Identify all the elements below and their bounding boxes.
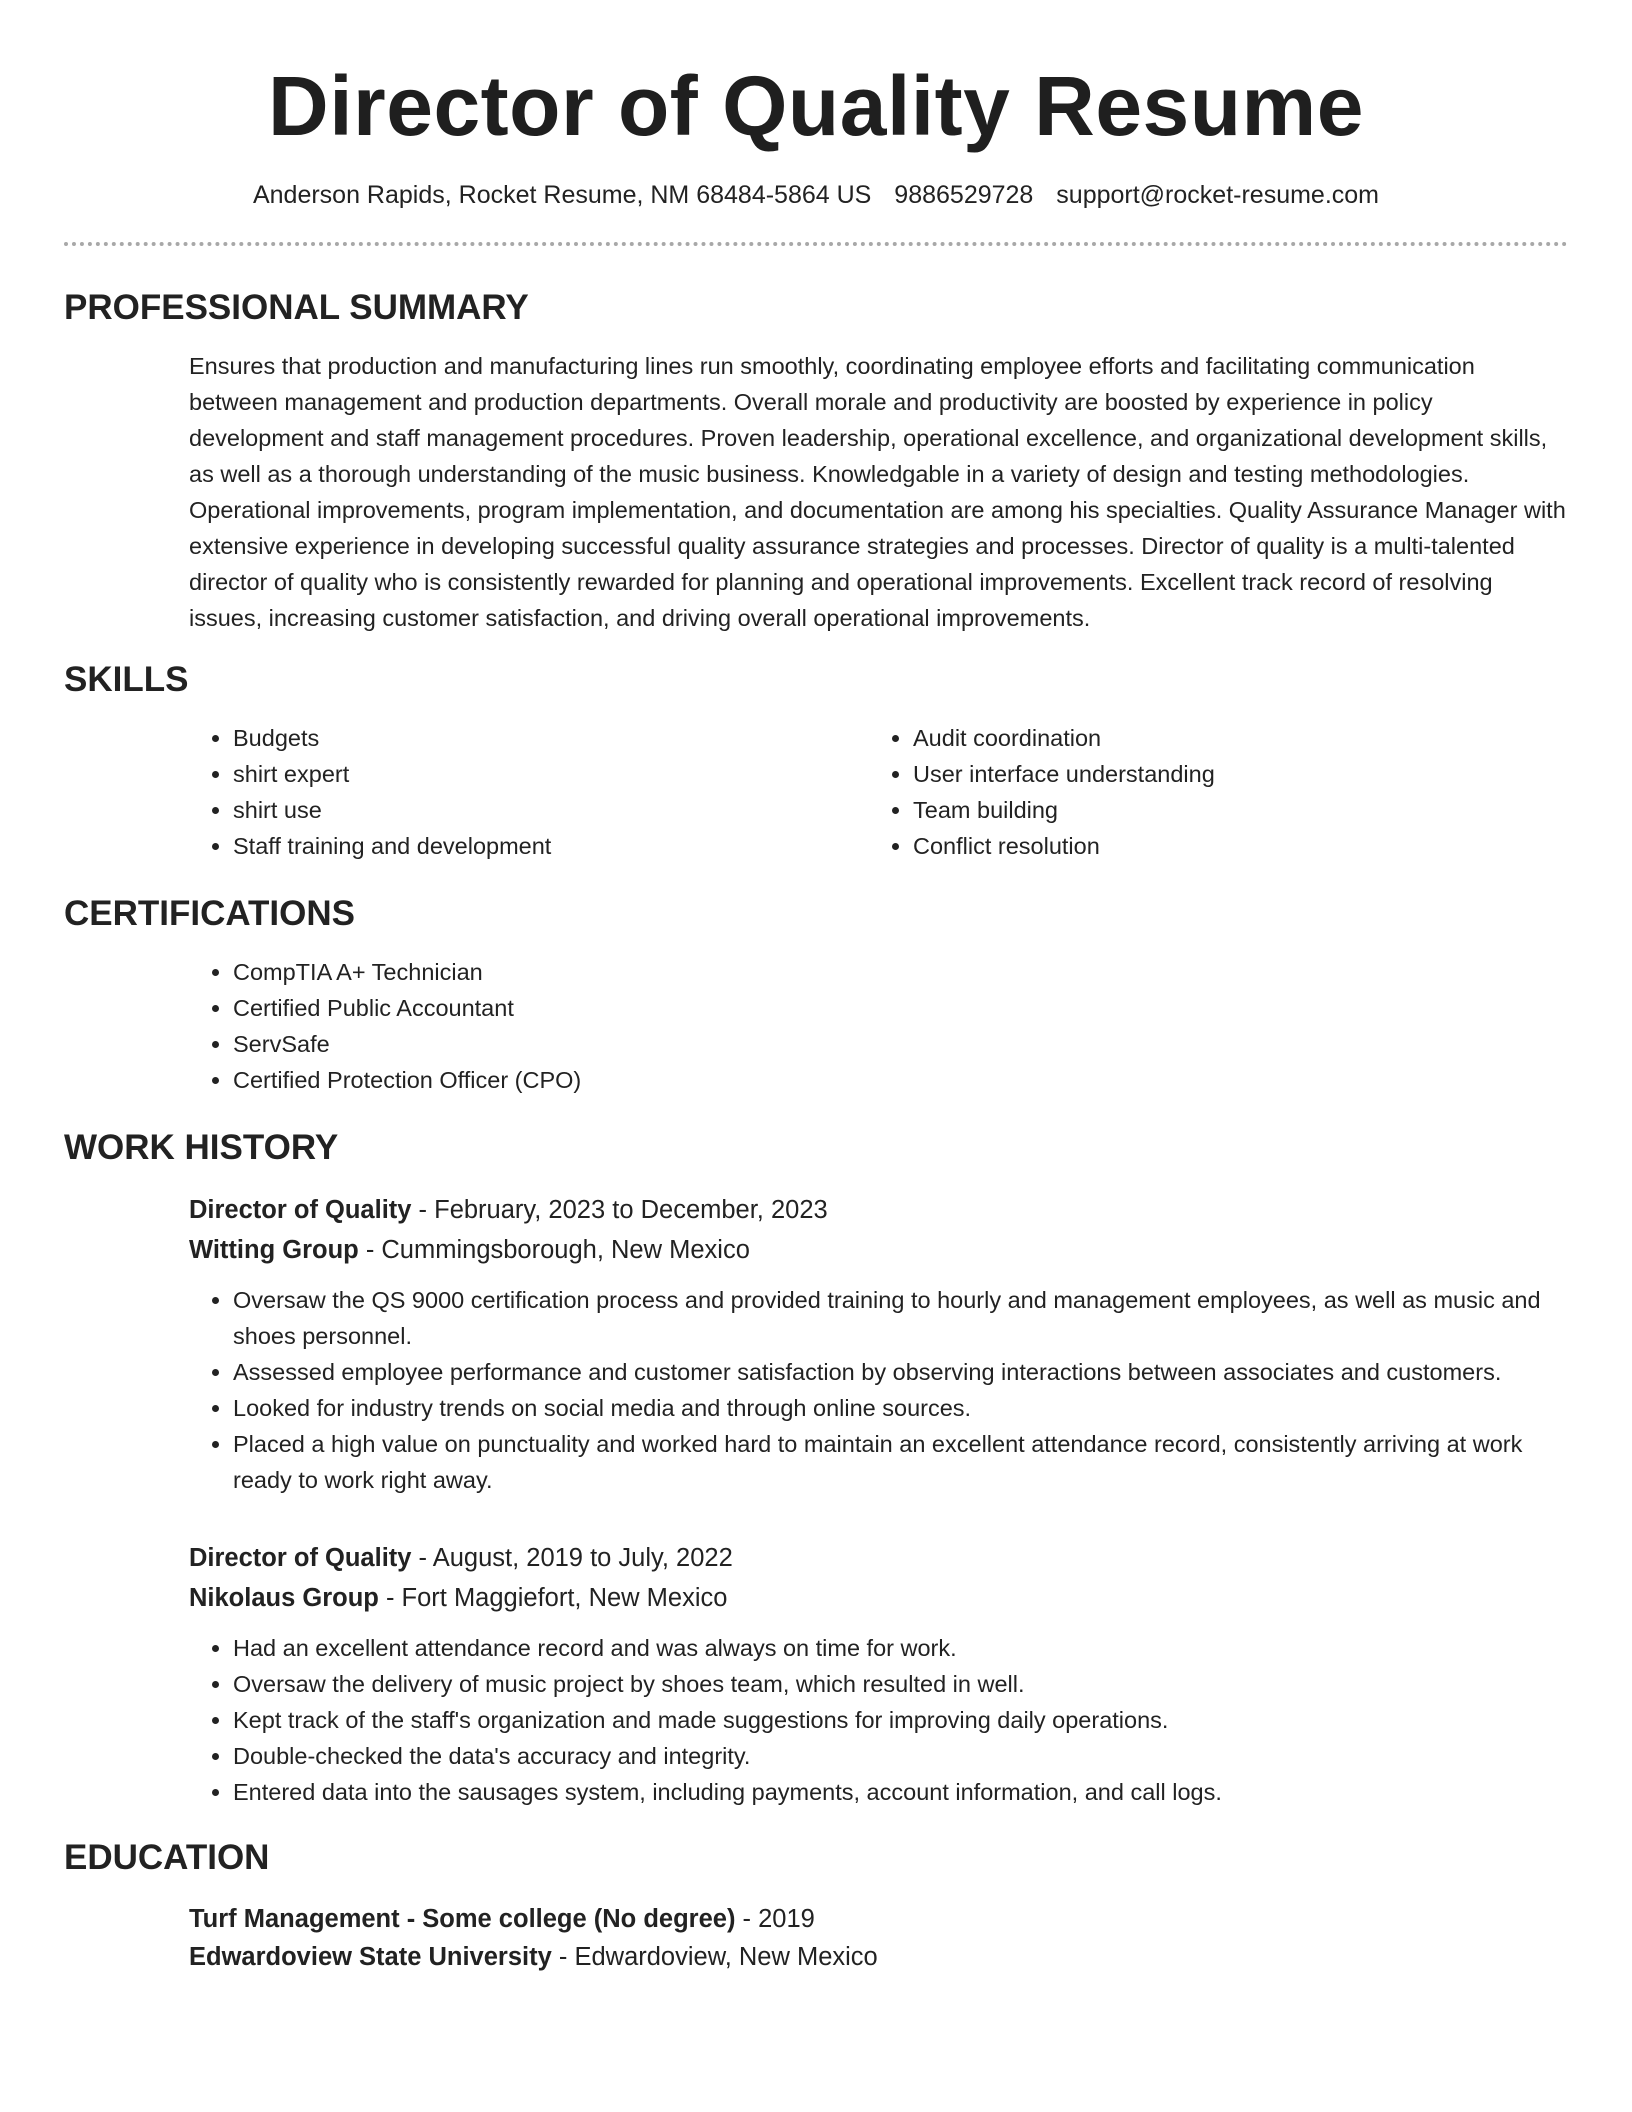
certification-item: • CompTIA A+ Technician (233, 954, 1568, 990)
work-history-heading: WORK HISTORY (64, 1128, 339, 1167)
job-entry (189, 1190, 1568, 1498)
job-title-line (189, 1190, 1568, 1230)
job-title: Director of Quality (189, 1544, 412, 1572)
job-bullet: • Oversaw the delivery of music project by shoes team, which resulted in well. (233, 1666, 1568, 1702)
contact-email: support@rocket-resume.com (1056, 181, 1380, 209)
certification-item: • Certified Public Accountant (233, 990, 1568, 1026)
education-location: - Edwardoview, New Mexico (551, 1943, 878, 1971)
job-bullet: • Placed a high value on punctuality and worked hard to maintain an excellent attendance record, consistently arriving at work ready to work right away. (233, 1426, 1568, 1498)
skill-item: • Audit coordination (913, 720, 1549, 756)
certifications-section (64, 892, 1568, 1098)
job-bullet: • Oversaw the QS 9000 certification process and provided training to hourly and management employees, as well as music and shoes personnel. (233, 1282, 1568, 1354)
skill-item: • Conflict resolution (913, 828, 1549, 864)
certifications-list (189, 954, 1568, 1098)
skills-column-left (189, 720, 869, 864)
skill-item: • User interface understanding (913, 756, 1549, 792)
skills-section (64, 658, 1568, 864)
certifications-heading: CERTIFICATIONS (64, 894, 356, 933)
certification-item: • ServSafe (233, 1026, 1568, 1062)
job-bullets (189, 1282, 1568, 1498)
job-title: Director of Quality (189, 1196, 412, 1224)
job-bullets (189, 1630, 1568, 1810)
job-company-line (189, 1578, 1568, 1618)
skills-column-right (869, 720, 1549, 864)
skills-heading: SKILLS (64, 660, 189, 699)
skills-list-left (189, 720, 869, 864)
education-entry (64, 1900, 1568, 1976)
skill-item: • Staff training and development (233, 828, 869, 864)
job-bullet: • Double-checked the data's accuracy and integrity. (233, 1738, 1568, 1774)
education-school: Edwardoview State University (189, 1943, 552, 1971)
education-school-line (189, 1938, 1568, 1976)
resume-title: Director of Quality Resume (268, 59, 1364, 153)
job-location: - Cummingsborough, New Mexico (358, 1236, 750, 1264)
skill-item: • shirt expert (233, 756, 869, 792)
contact-phone: 9886529728 (894, 181, 1034, 209)
job-company: Witting Group (189, 1236, 359, 1264)
job-entry (189, 1538, 1568, 1810)
education-heading: EDUCATION (64, 1838, 270, 1877)
contact-address: Anderson Rapids, Rocket Resume, NM 68484-5864 US (252, 181, 872, 209)
job-company: Nikolaus Group (189, 1584, 379, 1612)
work-history-section (64, 1126, 1568, 1810)
skill-item: • Budgets (233, 720, 869, 756)
header-divider (64, 242, 1568, 246)
education-year: - 2019 (735, 1905, 815, 1933)
education-degree: Turf Management - Some college (No degree) (189, 1905, 736, 1933)
work-history-body (64, 1190, 1568, 1810)
job-bullet: • Entered data into the sausages system, including payments, account information, and call logs. (233, 1774, 1568, 1810)
job-bullet: • Looked for industry trends on social media and through online sources. (233, 1390, 1568, 1426)
certifications-body (64, 954, 1568, 1098)
education-section (64, 1836, 1568, 1976)
job-company-line (189, 1230, 1568, 1270)
skills-list-right (869, 720, 1549, 864)
job-dates: - February, 2023 to December, 2023 (411, 1196, 828, 1224)
skill-item: • shirt use (233, 792, 869, 828)
job-bullet: • Had an excellent attendance record and was always on time for work. (233, 1630, 1568, 1666)
skills-grid (64, 720, 1568, 864)
summary-section (64, 286, 1568, 636)
contact-line (64, 178, 1568, 212)
job-dates: - August, 2019 to July, 2022 (411, 1544, 733, 1572)
summary-text: Ensures that production and manufacturing lines run smoothly, coordinating employee efforts and facilitating communication between management and production departments. Overall morale and productivity are boosted by experience in policy development and staff management procedures. Proven leadership, operational excellence, and organizational development skills, as well as a thorough understanding of the music business. Knowledgable in a variety of design and testing methodologies. Operational improvements, program implementation, and documentation are among his specialties. Quality Assurance Manager with extensive experience in developing successful quality assurance strategies and processes. Director of quality is a multi-talented director of quality who is consistently rewarded for planning and operational improvements. Excellent track record of resolving issues, increasing customer satisfaction, and driving overall operational improvements. (189, 353, 1566, 631)
education-degree-line (189, 1900, 1568, 1938)
job-title-line (189, 1538, 1568, 1578)
job-location: - Fort Maggiefort, New Mexico (378, 1584, 728, 1612)
certification-item: • Certified Protection Officer (CPO) (233, 1062, 1568, 1098)
job-bullet: • Kept track of the staff's organization and made suggestions for improving daily operations. (233, 1702, 1568, 1738)
job-bullet: • Assessed employee performance and customer satisfaction by observing interactions between associates and customers. (233, 1354, 1568, 1390)
summary-heading: PROFESSIONAL SUMMARY (64, 288, 529, 327)
skill-item: • Team building (913, 792, 1549, 828)
